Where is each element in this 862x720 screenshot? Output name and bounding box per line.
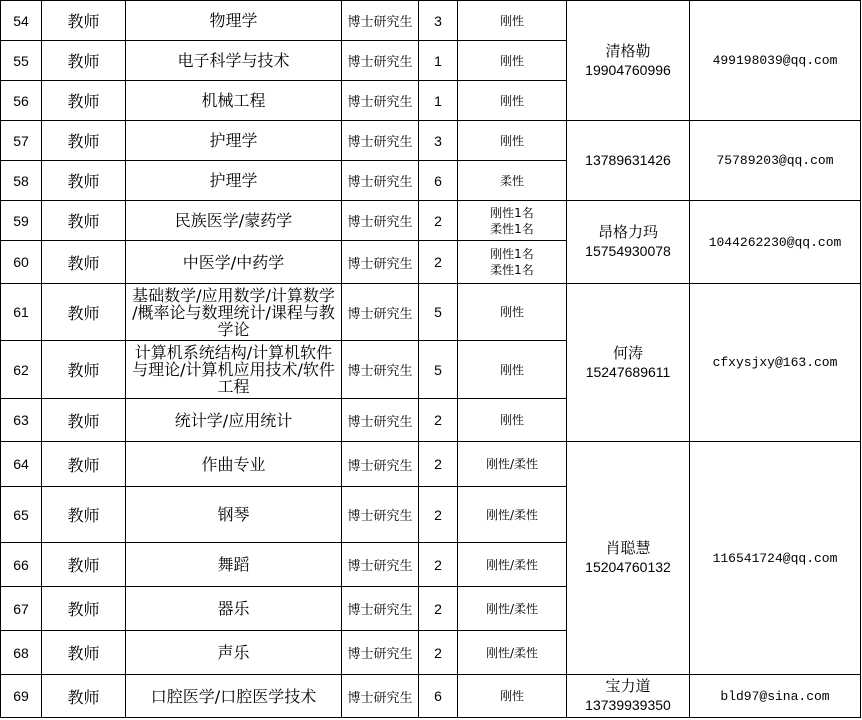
- degree-cell: 博士研究生: [342, 201, 419, 241]
- type-cell: 刚性: [458, 121, 567, 161]
- degree-cell: 博士研究生: [342, 284, 419, 341]
- type-cell: 刚性: [458, 675, 567, 718]
- position-cell: 教师: [42, 41, 126, 81]
- type-cell: 刚性: [458, 284, 567, 341]
- major-cell: 护理学: [126, 121, 342, 161]
- degree-cell: 博士研究生: [342, 543, 419, 587]
- type-cell: 刚性/柔性: [458, 487, 567, 543]
- row-number: 58: [1, 161, 42, 201]
- degree-cell: 博士研究生: [342, 121, 419, 161]
- position-cell: 教师: [42, 543, 126, 587]
- row-number: 57: [1, 121, 42, 161]
- email-cell: cfxysjxy@163.com: [690, 284, 861, 442]
- degree-cell: 博士研究生: [342, 487, 419, 543]
- degree-cell: 博士研究生: [342, 81, 419, 121]
- major-cell: 电子科学与技术: [126, 41, 342, 81]
- contact-phone: 15247689611: [585, 363, 671, 380]
- row-number: 54: [1, 1, 42, 41]
- type-cell: 刚性1名 柔性1名: [458, 241, 567, 284]
- contact-name: 何涛: [612, 343, 643, 362]
- position-cell: 教师: [42, 161, 126, 201]
- position-cell: 教师: [42, 284, 126, 341]
- count-cell: 1: [419, 41, 458, 81]
- row-number: 67: [1, 587, 42, 631]
- type-cell: 刚性: [458, 1, 567, 41]
- type-cell: 刚性/柔性: [458, 631, 567, 675]
- email-cell: bld97@sina.com: [690, 675, 861, 718]
- contact-name: 清格勒: [605, 41, 651, 60]
- row-number: 69: [1, 675, 42, 718]
- degree-cell: 博士研究生: [342, 675, 419, 718]
- major-cell: 作曲专业: [126, 442, 342, 487]
- contact-cell: [567, 442, 690, 675]
- type-cell: 柔性: [458, 161, 567, 201]
- type-cell: 刚性: [458, 41, 567, 81]
- major-cell: 计算机系统结构/计算机软件 与理论/计算机应用技术/软件 工程: [126, 341, 342, 399]
- email-cell: 499198039@qq.com: [690, 1, 861, 121]
- count-cell: 2: [419, 241, 458, 284]
- major-cell: 口腔医学/口腔医学技术: [126, 675, 342, 718]
- row-number: 61: [1, 284, 42, 341]
- count-cell: 2: [419, 487, 458, 543]
- contact-name: 宝力道: [605, 677, 651, 695]
- type-cell: 刚性1名 柔性1名: [458, 201, 567, 241]
- count-cell: 2: [419, 399, 458, 442]
- email-cell: 116541724@qq.com: [690, 442, 861, 675]
- degree-cell: 博士研究生: [342, 399, 419, 442]
- type-cell: 刚性: [458, 341, 567, 399]
- row-number: 65: [1, 487, 42, 543]
- position-cell: 教师: [42, 442, 126, 487]
- count-cell: 1: [419, 81, 458, 121]
- contact-cell: [567, 675, 690, 718]
- count-cell: 6: [419, 161, 458, 201]
- position-cell: 教师: [42, 201, 126, 241]
- position-cell: 教师: [42, 81, 126, 121]
- major-cell: 器乐: [126, 587, 342, 631]
- degree-cell: 博士研究生: [342, 341, 419, 399]
- major-cell: 基础数学/应用数学/计算数学 /概率论与数理统计/课程与教 学论: [126, 284, 342, 341]
- count-cell: 5: [419, 284, 458, 341]
- row-number: 56: [1, 81, 42, 121]
- type-cell: 刚性/柔性: [458, 442, 567, 487]
- degree-cell: 博士研究生: [342, 161, 419, 201]
- contact-phone: 13789631426: [585, 152, 671, 168]
- contact-name: 昂格力玛: [597, 223, 658, 241]
- count-cell: 2: [419, 442, 458, 487]
- position-cell: 教师: [42, 631, 126, 675]
- type-cell: 刚性: [458, 399, 567, 442]
- count-cell: 2: [419, 543, 458, 587]
- position-cell: 教师: [42, 341, 126, 399]
- major-cell: 民族医学/蒙药学: [126, 201, 342, 241]
- degree-cell: 博士研究生: [342, 41, 419, 81]
- degree-cell: 博士研究生: [342, 631, 419, 675]
- row-number: 62: [1, 341, 42, 399]
- type-cell: 刚性/柔性: [458, 543, 567, 587]
- position-cell: 教师: [42, 121, 126, 161]
- major-cell: 中医学/中药学: [126, 241, 342, 284]
- row-number: 59: [1, 201, 42, 241]
- email-cell: 1044262230@qq.com: [690, 201, 861, 284]
- row-number: 63: [1, 399, 42, 442]
- contact-cell: [567, 1, 690, 121]
- count-cell: 6: [419, 675, 458, 718]
- count-cell: 3: [419, 1, 458, 41]
- type-cell: 刚性/柔性: [458, 587, 567, 631]
- contact-cell: [567, 284, 690, 442]
- major-cell: 统计学/应用统计: [126, 399, 342, 442]
- count-cell: 2: [419, 587, 458, 631]
- major-cell: 舞蹈: [126, 543, 342, 587]
- degree-cell: 博士研究生: [342, 1, 419, 41]
- major-cell: 钢琴: [126, 487, 342, 543]
- position-cell: 教师: [42, 675, 126, 718]
- position-cell: 教师: [42, 1, 126, 41]
- count-cell: 3: [419, 121, 458, 161]
- major-cell: 机械工程: [126, 81, 342, 121]
- contact-cell: [567, 121, 690, 201]
- position-cell: 教师: [42, 241, 126, 284]
- count-cell: 2: [419, 201, 458, 241]
- degree-cell: 博士研究生: [342, 587, 419, 631]
- position-cell: 教师: [42, 487, 126, 543]
- degree-cell: 博士研究生: [342, 241, 419, 284]
- count-cell: 5: [419, 341, 458, 399]
- degree-cell: 博士研究生: [342, 442, 419, 487]
- type-cell: 刚性: [458, 81, 567, 121]
- position-cell: 教师: [42, 587, 126, 631]
- count-cell: 2: [419, 631, 458, 675]
- row-number: 60: [1, 241, 42, 284]
- row-number: 64: [1, 442, 42, 487]
- row-number: 66: [1, 543, 42, 587]
- contact-phone: 15754930078: [585, 243, 671, 259]
- row-number: 68: [1, 631, 42, 675]
- major-cell: 护理学: [126, 161, 342, 201]
- contact-cell: [567, 201, 690, 284]
- contact-name: 肖聪慧: [605, 539, 651, 557]
- contact-phone: 13739939350: [585, 697, 671, 713]
- position-cell: 教师: [42, 399, 126, 442]
- major-cell: 物理学: [126, 1, 342, 41]
- contact-phone: 15204760132: [585, 559, 671, 575]
- email-cell: 75789203@qq.com: [690, 121, 861, 201]
- contact-phone: 19904760996: [585, 61, 671, 78]
- row-number: 55: [1, 41, 42, 81]
- major-cell: 声乐: [126, 631, 342, 675]
